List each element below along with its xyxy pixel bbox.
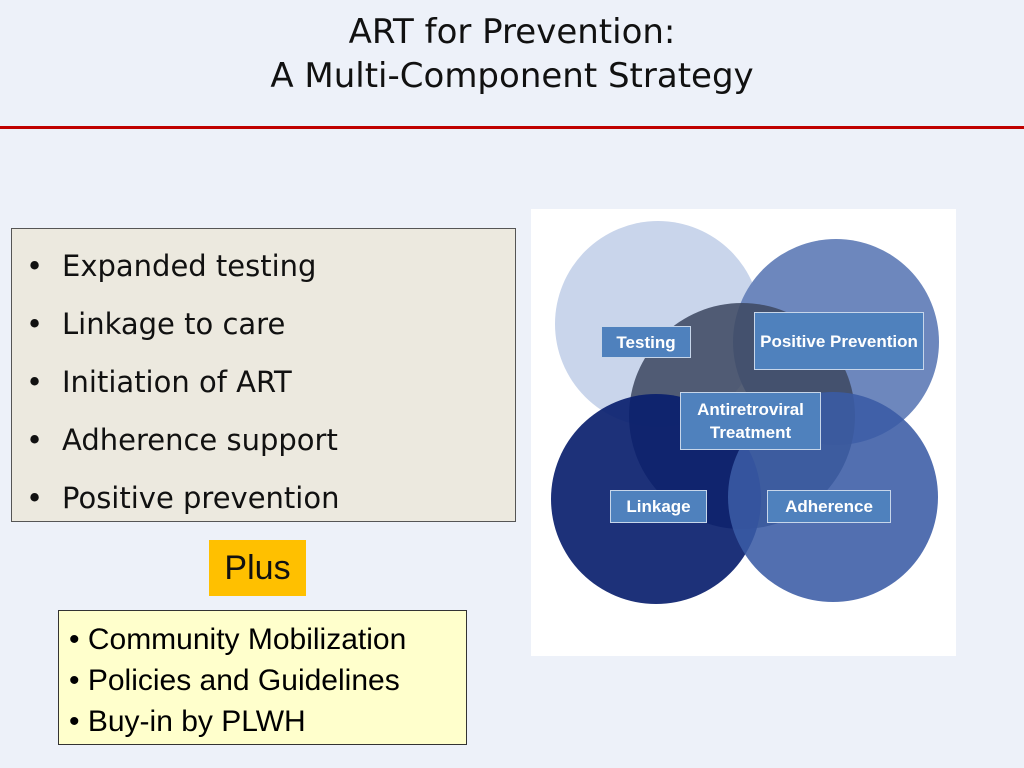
component-item-adherence: • Adherence support: [26, 411, 515, 469]
bullet-icon: •: [26, 249, 44, 283]
component-item-initiation: • Initiation of ART: [26, 353, 515, 411]
bullet-icon: •: [26, 481, 44, 515]
slide-title: [0, 10, 1024, 98]
slide-title-line-1: ART for Prevention:: [348, 12, 676, 52]
venn-diagram: [531, 209, 956, 656]
slide-title-line-2: A Multi-Component Strategy: [270, 56, 754, 96]
linkage-label: Linkage: [610, 490, 707, 523]
component-item-positive-prevention: • Positive prevention: [26, 469, 515, 527]
bullet-icon: •: [26, 365, 44, 399]
positive-prevention-label: Positive Prevention: [754, 312, 924, 370]
component-item-linkage: • Linkage to care: [26, 295, 515, 353]
adherence-label: Adherence: [767, 490, 891, 523]
plus-badge: Plus: [209, 540, 306, 596]
additional-item-buy-in: • Buy-in by PLWH: [69, 705, 306, 738]
additional-item-policies: • Policies and Guidelines: [69, 664, 400, 697]
antiretroviral-treatment-label: Antiretroviral Treatment: [680, 392, 821, 450]
component-item-testing: • Expanded testing: [26, 237, 515, 295]
title-divider: [0, 126, 1024, 129]
bullet-icon: •: [26, 423, 44, 457]
components-list: [11, 228, 516, 522]
additional-list: [58, 610, 467, 745]
bullet-icon: •: [26, 307, 44, 341]
testing-label: Testing: [601, 326, 691, 358]
additional-item-community: • Community Mobilization: [69, 623, 407, 656]
